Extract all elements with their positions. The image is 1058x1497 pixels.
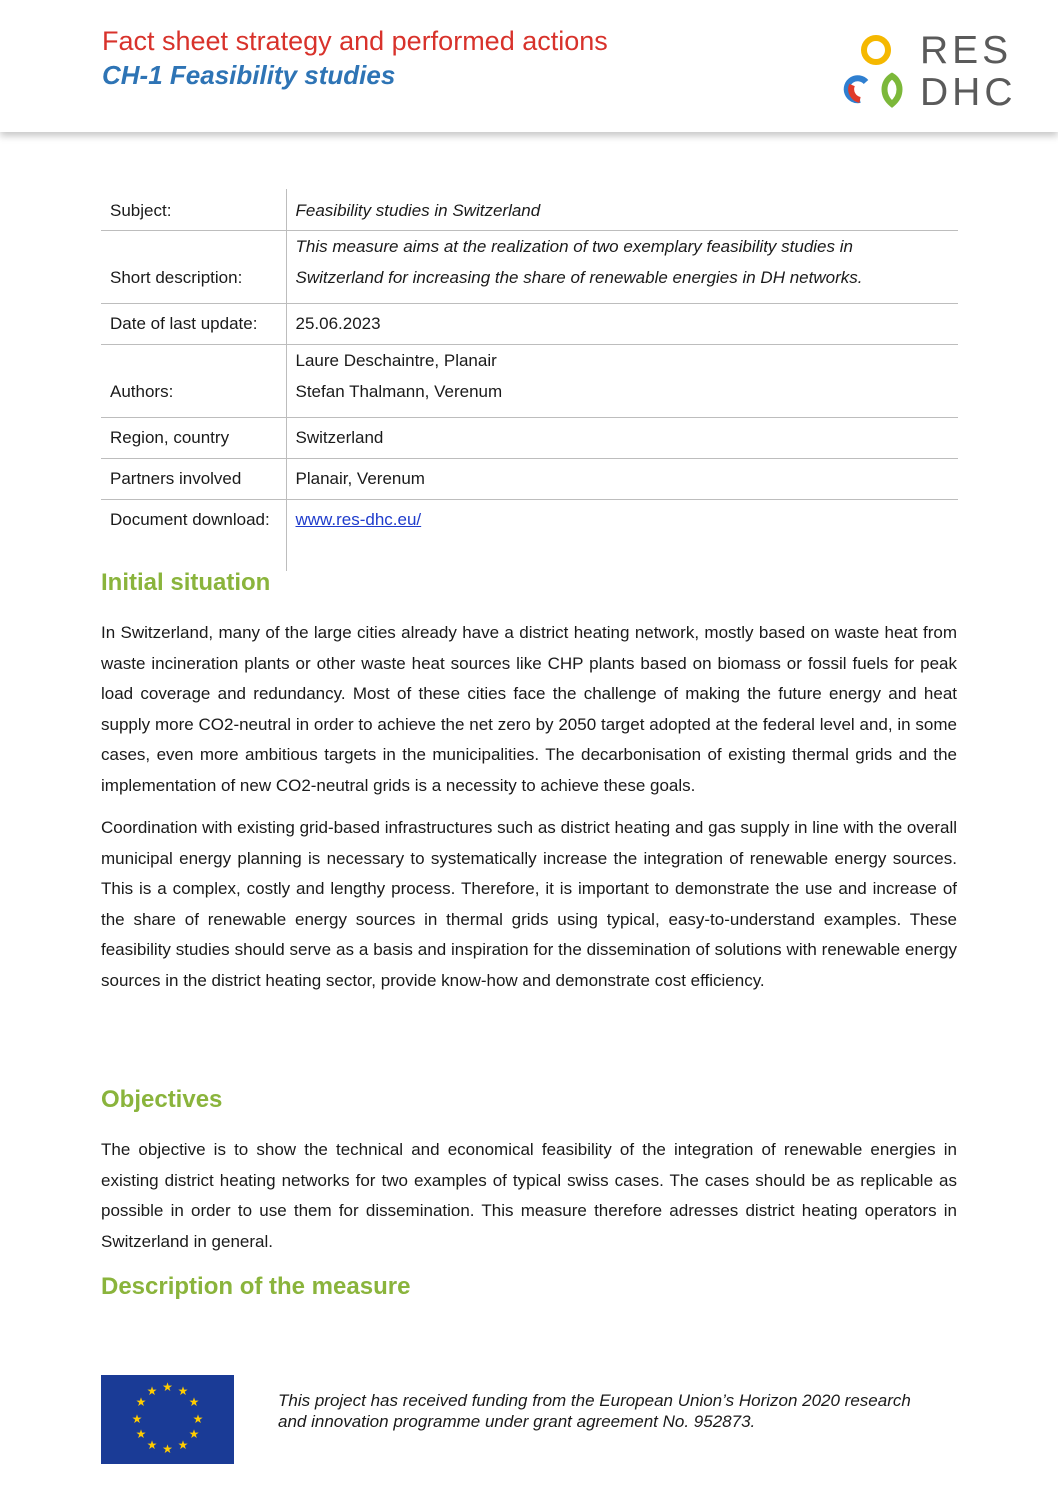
short-description-line: This measure aims at the realization of two exemplary feasibility studies in [295, 236, 853, 256]
logo-dhc-text: DHC [920, 71, 1017, 114]
measure-info-table [101, 189, 958, 571]
svg-text:★: ★ [146, 1438, 158, 1452]
document-subtitle: CH-1 Feasibility studies [102, 60, 396, 90]
funding-line: This project has received funding from the European Union’s Horizon 2020 research [278, 1391, 911, 1410]
row-label-region: Region, country [110, 427, 230, 447]
row-value-date: 25.06.2023 [286, 303, 958, 344]
eu-stars-icon [101, 1375, 234, 1464]
document-title: Fact sheet strategy and performed actions [102, 26, 608, 56]
page-header [0, 0, 1058, 132]
svg-text:★: ★ [192, 1412, 204, 1426]
row-value-partners: Planair, Verenum [286, 458, 958, 499]
section-heading-initial-situation: Initial situation [101, 569, 271, 596]
svg-text:★: ★ [131, 1412, 143, 1426]
row-label-subject: Subject: [110, 200, 172, 220]
row-label-date: Date of last update: [110, 313, 258, 333]
row-value-region: Switzerland [286, 417, 958, 458]
logo-mark-icon [836, 30, 916, 112]
svg-text:★: ★ [135, 1395, 147, 1409]
eu-flag-icon [101, 1375, 234, 1464]
svg-text:★: ★ [162, 1380, 173, 1394]
res-dhc-logo [836, 30, 1026, 112]
table-row [101, 499, 958, 571]
row-value-short-description [286, 230, 958, 303]
row-label-partners: Partners involved [110, 468, 242, 488]
section-heading-description: Description of the measure [101, 1273, 411, 1300]
svg-text:★: ★ [177, 1384, 189, 1398]
logo-res-text: RES [920, 29, 1013, 72]
row-label-download: Document download: [110, 509, 270, 529]
table-row [101, 458, 958, 499]
svg-text:★: ★ [188, 1427, 200, 1441]
table-row [101, 189, 958, 230]
author-entry: Stefan Thalmann, Verenum [295, 381, 503, 401]
funding-line: and innovation programme under grant agreement No. 952873. [278, 1412, 756, 1431]
short-description-line: Switzerland for increasing the share of renewable energies in DH networks. [295, 267, 863, 287]
document-download-link[interactable]: www.res-dhc.eu/ [295, 509, 422, 529]
row-value-subject: Feasibility studies in Switzerland [286, 189, 958, 230]
row-value-authors [286, 344, 958, 417]
section-heading-objectives: Objectives [101, 1086, 223, 1113]
row-label-authors: Authors: [110, 381, 174, 401]
table-row [101, 344, 958, 417]
objectives-paragraph: The objective is to show the technical and economical feasibility of the integration of renewable energies in existing district heating networks for two examples of typical swiss cases. The cases should be as replicable as possible in order to use them for dissemination. This measure therefore adresses district heating operators in Switzerland in general. [101, 1140, 957, 1251]
svg-text:★: ★ [188, 1395, 200, 1409]
svg-text:★: ★ [177, 1438, 189, 1452]
author-entry: Laure Deschaintre, Planair [295, 350, 497, 370]
table-row [101, 303, 958, 344]
svg-text:★: ★ [146, 1384, 158, 1398]
initial-situation-paragraph-1: In Switzerland, many of the large cities already have a district heating network, mostly based on waste heat from waste incineration plants or other waste heat sources like CHP plants based on biomass or fossil fuels for peak load coverage and redundancy. Most of these cities face the challenge of making the future energy and heat supply more CO2-neutral in order to achieve the net zero by 2050 target adopted at the federal level and, in some cases, even more ambitious targets in the municipalities. The decarbonisation of existing thermal grids and the implementation of new CO2-neutral grids is a necessity to achieve these goals. [101, 623, 957, 795]
table-row [101, 230, 958, 303]
svg-text:★: ★ [162, 1442, 173, 1456]
svg-text:★: ★ [135, 1427, 147, 1441]
row-label-short-description: Short description: [110, 267, 243, 287]
row-value-download [286, 499, 958, 571]
funding-statement [278, 1390, 978, 1432]
initial-situation-paragraph-2: Coordination with existing grid-based infrastructures such as district heating and gas supply in line with the overall municipal energy planning is necessary to systematically increase the integration of renewable energy sources. This is a complex, costly and lengthy process. Therefore, it is important to demonstrate the use and increase of the share of renewable energy sources in thermal grids using typical, easy-to-understand examples. These feasibility studies should serve as a basis and inspiration for the dissemination of solutions with renewable energy sources in the district heating sector, provide know-how and demonstrate cost efficiency. [101, 818, 957, 990]
table-row [101, 417, 958, 458]
